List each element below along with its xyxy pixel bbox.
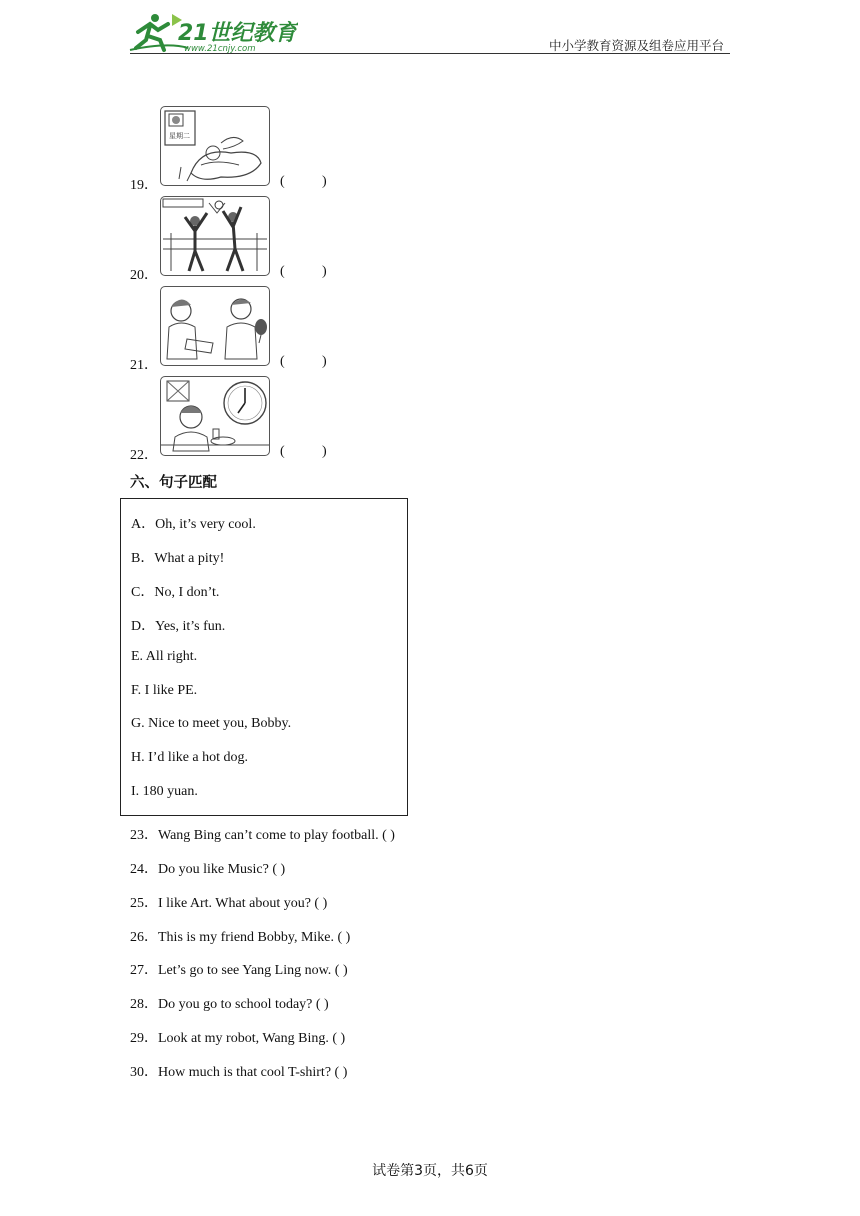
option-c: C．No, I don’t. [131, 585, 220, 600]
answer-paren-close: ) [322, 444, 327, 459]
page-number-footer: 试卷第3页，共6页 [372, 1163, 488, 1179]
answer-paren-close: ) [322, 174, 327, 189]
question-30: 30．How much is that cool T-shirt? ( ) [130, 1065, 348, 1080]
option-h: H. I’d like a hot dog. [131, 750, 249, 765]
question-26: 26．This is my friend Bobby, Mike. ( ) [130, 930, 351, 945]
option-f: F. I like PE. [131, 683, 198, 698]
basketball-players-picture [160, 196, 270, 276]
option-e: E. All right. [131, 649, 198, 664]
question-27: 27．Let’s go to see Yang Ling now. ( ) [130, 963, 348, 978]
options-box [120, 498, 408, 816]
girl-and-boy-with-ping-pong-paddle-picture [160, 286, 270, 366]
option-g: G. Nice to meet you, Bobby. [131, 716, 292, 731]
header-platform-text: 中小学教育资源及组卷应用平台 [548, 38, 724, 53]
answer-paren-open: ( [280, 354, 285, 369]
sleeping-child-calendar-picture [160, 106, 270, 186]
question-number: 22． [130, 448, 158, 463]
option-i: I. 180 yuan. [131, 784, 198, 799]
section-title: 六、句子匹配 [130, 475, 217, 491]
question-number: 20． [130, 268, 158, 283]
question-23: 23．Wang Bing can’t come to play football. ( ) [130, 828, 395, 843]
question-25: 25．I like Art. What about you? ( ) [130, 896, 328, 911]
boy-eating-clock-seven-picture [160, 376, 270, 456]
answer-paren-close: ) [322, 264, 327, 279]
question-number: 21． [130, 358, 158, 373]
question-number: 19． [130, 178, 158, 193]
question-24: 24．Do you like Music? ( ) [130, 862, 286, 877]
site-logo [128, 10, 298, 54]
svg-text:www.21cnjy.com: www.21cnjy.com [184, 44, 256, 54]
question-29: 29．Look at my robot, Wang Bing. ( ) [130, 1031, 346, 1046]
svg-text:21世纪教育: 21世纪教育 [178, 21, 297, 46]
answer-paren-open: ( [280, 174, 285, 189]
svg-text:星期二: 星期二 [169, 132, 190, 140]
option-b: B．What a pity! [131, 551, 225, 566]
answer-paren-close: ) [322, 354, 327, 369]
option-a: A．Oh, it’s very cool. [131, 517, 256, 532]
answer-paren-open: ( [280, 264, 285, 279]
option-d: D．Yes, it’s fun. [131, 619, 226, 634]
header-divider [130, 53, 730, 54]
question-28: 28．Do you go to school today? ( ) [130, 997, 329, 1012]
answer-paren-open: ( [280, 444, 285, 459]
